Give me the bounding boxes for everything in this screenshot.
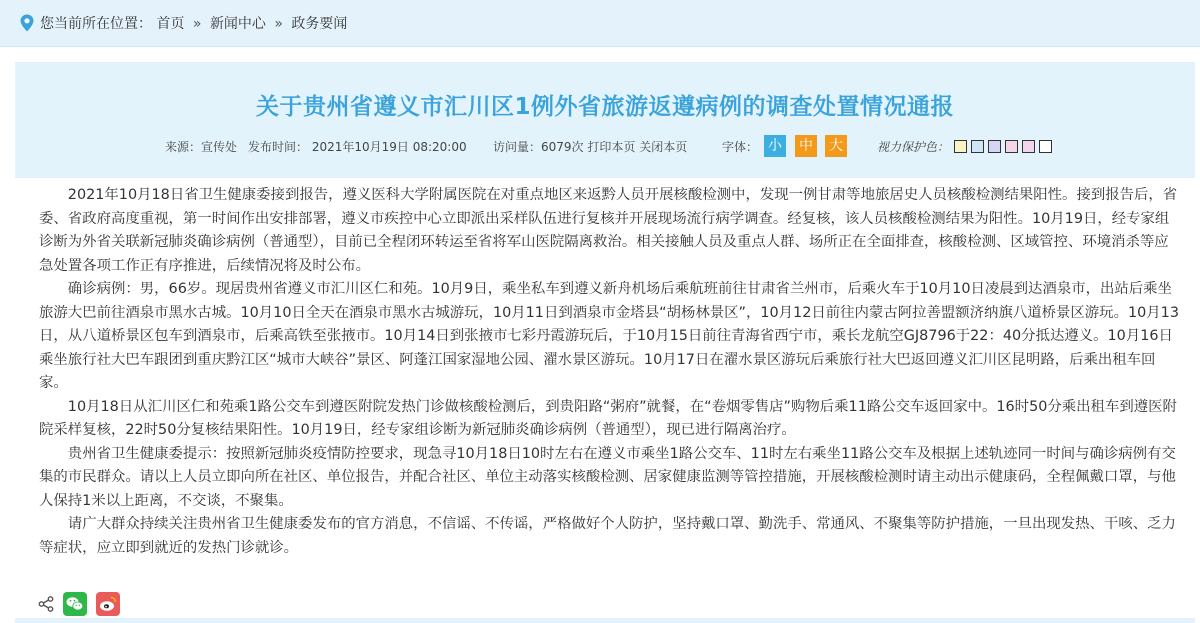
eye-protection-label: 视力保护色： — [877, 140, 950, 154]
breadcrumb — [40, 13, 347, 33]
font-large-button[interactable]: 大 — [825, 135, 847, 157]
close-page-link[interactable]: 关闭本页 — [639, 140, 688, 154]
visit-count: 访问量：6079次 — [493, 140, 584, 154]
breadcrumb-prefix: 您当前所在位置： — [40, 16, 152, 32]
article-source: 来源：宣传处 — [165, 140, 238, 154]
share-bar — [38, 591, 129, 617]
font-medium-button[interactable]: 中 — [795, 135, 817, 157]
eye-color-swatch-yellow[interactable] — [954, 140, 967, 153]
article-paragraph: 10月18日从汇川区仁和苑乘1路公交车到遵医附院发热门诊做核酸检测后，到贵阳路“粥府”就餐，在“卷烟零售店”购物后乘11路公交车返回家中。16时50分乘出租车到遵医附院采样复核，22时50分复核结果阳性。10月19日，经专家组诊断为新冠肺炎确诊病例（普通型），现已进行隔离治疗。 — [39, 398, 1177, 438]
weibo-icon[interactable] — [96, 592, 120, 616]
article-tools — [493, 138, 687, 155]
print-page-link[interactable]: 打印本页 — [587, 140, 636, 154]
breadcrumb-bar — [0, 0, 1200, 47]
wechat-icon[interactable] — [63, 592, 87, 616]
bottom-divider — [15, 618, 1195, 623]
font-small-button[interactable]: 小 — [764, 135, 786, 157]
font-size-label: 字体： — [722, 140, 759, 154]
breadcrumb-current[interactable]: 政务要闻 — [291, 16, 348, 32]
breadcrumb-news-link[interactable]: 新闻中心 — [209, 16, 266, 32]
article-paragraph: 请广大群众持续关注贵州省卫生健康委发布的官方消息，不信谣、不传谣，严格做好个人防护，坚持戴口罩、勤洗手、常通风、不聚集等防护措施，一旦出现发热、干咳、乏力等症状，应立即到就近的发热门诊就诊。 — [39, 516, 1176, 556]
article-body — [39, 184, 1181, 560]
article-meta — [15, 135, 1195, 157]
eye-color-swatch-violet[interactable] — [1022, 140, 1035, 153]
eye-color-swatch-pink[interactable] — [1005, 140, 1018, 153]
location-pin-icon — [19, 14, 35, 32]
article-header — [15, 62, 1195, 178]
eye-color-swatch-blue[interactable] — [971, 140, 984, 153]
article-title: 关于贵州省遵义市汇川区1例外省旅游返遵病例的调查处置情况通报 — [255, 94, 954, 120]
article-paragraph: 确诊病例：男，66岁。现居贵州省遵义市汇川区仁和苑。10月9日，乘坐私车到遵义新舟机场后乘航班前往甘肃省兰州市，后乘火车于10月10日凌晨到达酒泉市，出站后乘坐旅游大巴前往酒泉市黑水古城。10月10日全天在酒泉市黑水古城游玩，10月11日到酒泉市金塔县“胡杨林景区”，10月12日前往内蒙古阿拉善盟额济纳旗八道桥景区游玩。10月13日，从八道桥景区包车到酒泉市，后乘高铁至张掖市。10月14日到张掖市七彩丹霞游玩后，于10月15日前往青海省西宁市，乘长龙航空GJ8796于22：40分抵达遵义。10月16日乘坐旅行社大巴车跟团到重庆黔江区“城市大峡谷”景区、阿蓬江国家湿地公园、濯水景区游玩。10月17日在濯水景区游玩后乘旅行社大巴返回遵义汇川区昆明路，后乘出租车回家。 — [39, 281, 1179, 391]
article-publish-time: 发布时间： 2021年10月19日 08:20:00 — [248, 140, 467, 154]
breadcrumb-home-link[interactable]: 首页 — [156, 16, 185, 32]
breadcrumb-separator: » — [192, 16, 202, 32]
eye-color-swatch-lavender[interactable] — [988, 140, 1001, 153]
breadcrumb-separator: » — [274, 16, 283, 32]
share-icon[interactable] — [38, 596, 54, 612]
article-paragraph: 2021年10月18日省卫生健康委接到报告，遵义医科大学附属医院在对重点地区来返黔人员开展核酸检测中，发现一例甘肃等地旅居史人员核酸检测结果阳性。接到报告后，省委、省政府高度重视，第一时间作出安排部署，遵义市疾控中心立即派出采样队伍进行复核并开展现场流行病学调查。经复核，该人员核酸检测结果为阳性。10月19日，经专家组诊断为外省关联新冠肺炎确诊病例（普通型），目前已全程闭环转运至省将军山医院隔离救治。相关接触人员及重点人群、场所正在全面排查，核酸检测、区域管控、环境消杀等应急处置各项工作正有序推进，后续情况将及时公布。 — [39, 187, 1178, 274]
article-paragraph: 贵州省卫生健康委提示：按照新冠肺炎疫情防控要求，现急寻10月18日10时左右在遵义市乘坐1路公交车、11时左右乘坐11路公交车及根据上述轨迹同一时间与确诊病例有交集的市民群众。请以上人员立即向所在社区、单位报告，并配合社区、单位主动落实核酸检测、居家健康监测等管控措施，开展核酸检测时请主动出示健康码，全程佩戴口罩，与他人保持1米以上距离，不交谈，不聚集。 — [39, 445, 1176, 509]
eye-color-swatches — [954, 140, 1056, 153]
eye-color-swatch-white[interactable] — [1039, 140, 1052, 153]
